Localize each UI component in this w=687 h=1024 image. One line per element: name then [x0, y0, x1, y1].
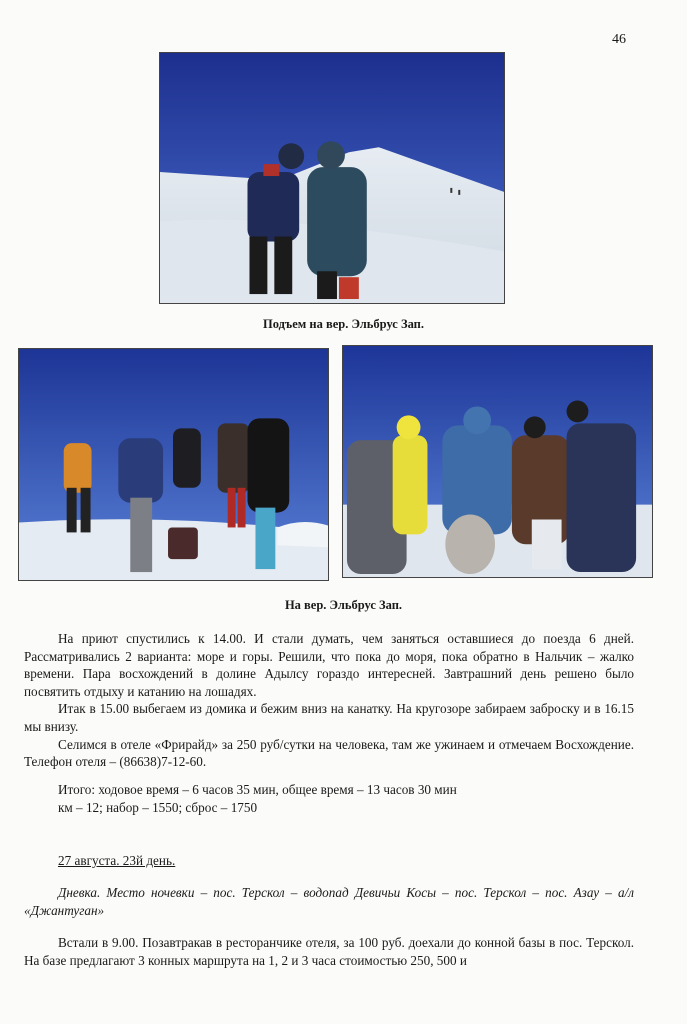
route-text: Дневка. Место ночевки – пос. Терскол – водопад Девичьи Косы – пос. Терскол – пос. Азау – а/л «Джантуган» [24, 885, 634, 918]
caption-middle: На вер. Эльбрус Зап. [284, 598, 403, 612]
photo-climbers-summit [342, 345, 653, 578]
photo-group-summit [18, 348, 329, 581]
body-text [24, 630, 634, 771]
paragraph-1: На приют спустились к 14.00. И стали думать, чем заняться оставшиеся до поезда 6 дней. Рассматривались 2 варианта: море и горы. Решили, что пока до моря, пока обратно в Нальчик – жалко времени. Пара восхождений в долине Адылсу гораздо интересней. Завтрашний день решено было посвятить отдыху и катанию на лошадях. [24, 631, 634, 699]
last-paragraph-block [24, 934, 634, 969]
caption-top: Подъем на вер. Эльбрус Зап. [262, 317, 424, 331]
summary-line-1: Итого: ходовое время – 6 часов 35 мин, общее время – 13 часов 30 мин [58, 782, 457, 797]
photo-two-climbers [159, 52, 505, 304]
paragraph-2: Итак в 15.00 выбегаем из домика и бежим вниз на канатку. На кругозоре забираем заброску и в 16.15 мы внизу. [24, 701, 634, 734]
summary-line-2: км – 12; набор – 1550; сброс – 1750 [58, 800, 258, 815]
route-description [24, 884, 634, 919]
page-number: 46 [612, 32, 626, 47]
day-heading: 27 августа. 23й день. [58, 853, 176, 868]
paragraph-last: Встали в 9.00. Позавтракав в ресторанчике отеля, за 100 руб. доехали до конной базы в пос. Терскол. На базе предлагают 3 конных маршрута на 1, 2 и 3 часа стоимостью 250, 500 и [24, 935, 634, 968]
paragraph-3: Селимся в отеле «Фрирайд» за 250 руб/сутки на человека, там же ужинаем и отмечаем Восхождение. Телефон отеля – (86638)7-12-60. [24, 736, 634, 770]
